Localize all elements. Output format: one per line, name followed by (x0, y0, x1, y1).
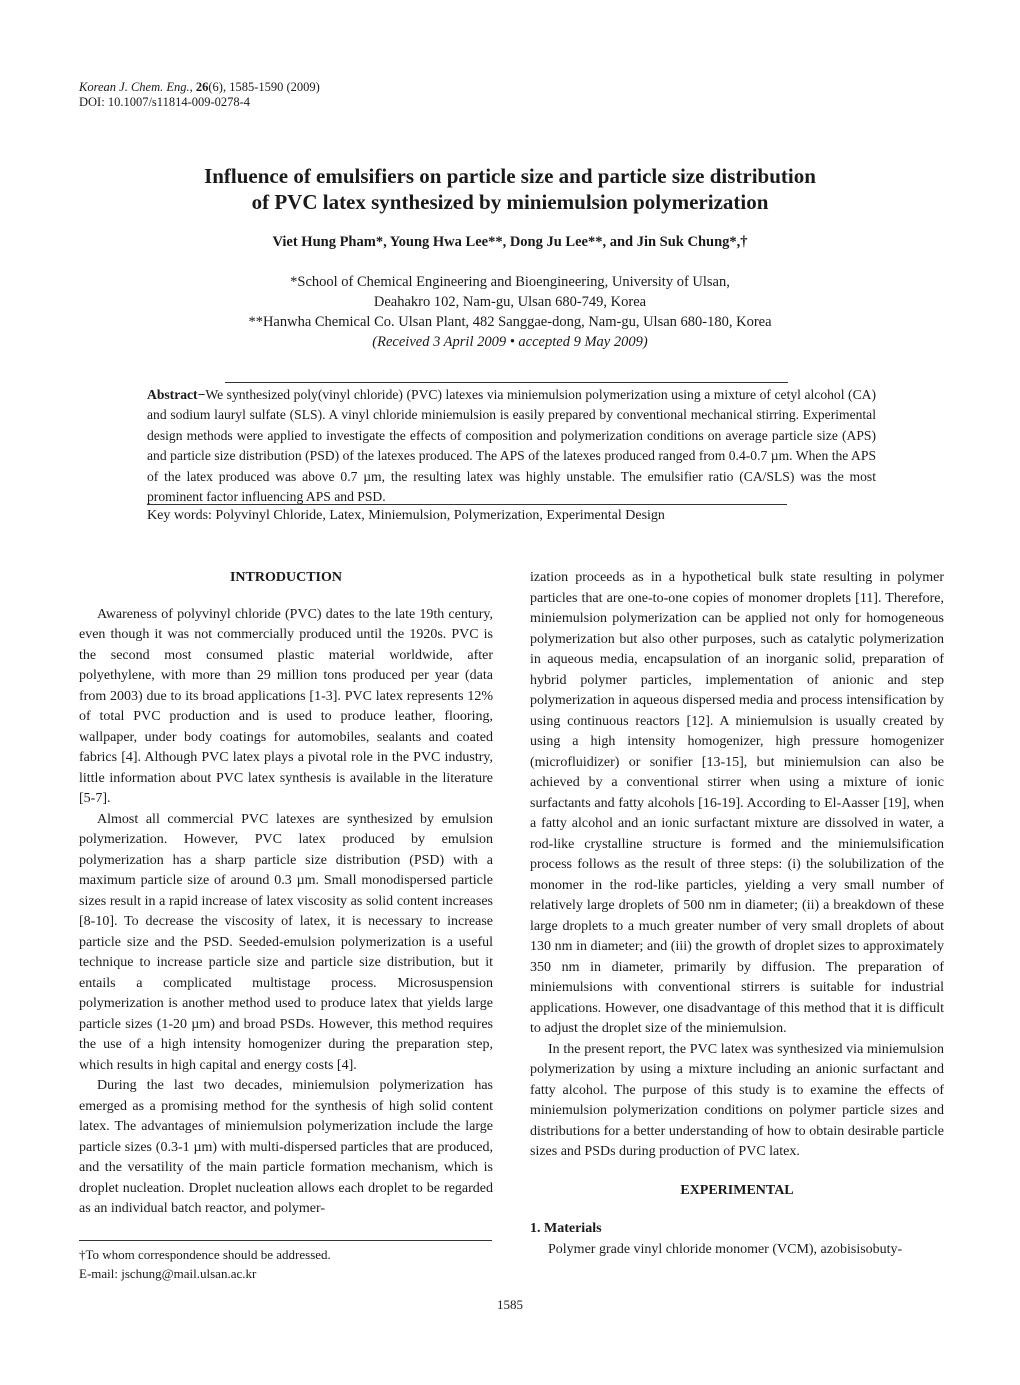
paper-title (90, 163, 930, 215)
intro-paragraph-4: In the present report, the PVC latex was synthesized via miniemulsion polymerization by using a mixture including an anionic surfactant and fatty alcohol. The purpose of this study is to examine the effects of miniemulsion polymerization conditions on polymer particle sizes and distributions for a better understanding of how to obtain desirable particle sizes and PSDs during production of PVC latex. (530, 1041, 944, 1159)
abstract-top-rule (225, 382, 788, 383)
affiliation-line-2: Deahakro 102, Nam-gu, Ulsan 680-749, Korea (373, 294, 647, 310)
journal-citation: Korean J. Chem. Eng., 26(6), 1585-1590 (2009) DOI: 10.1007/s11814-009-0278-4 (79, 80, 320, 109)
footnote-rule (79, 1240, 492, 1241)
intro-paragraph-3-continued: ization proceeds as in a hypothetical bulk state resulting in polymer particles that are one-to-one copies of monomer droplets [11]. Therefore, miniemulsion polymerization can be applied not only for homogeneous polymerization but also other purposes, such as catalytic polymerization in aqueous media, encapsulation of an inorganic solid, preparation of hybrid polymer particles, implementation of anionic and step polymerization in aqueous dispersed media and process intensification by using continuous reactors [12]. A miniemulsion is usually created by using a high intensity homogenizer, high pressure homogenizer (microfluidizer) or sonifier [13-15], but miniemulsion can also be achieved by a conventional stirrer when using a mixture of ionic surfactants and fatty alcohols [16-19]. According to El-Aasser [19], when a fatty alcohol and an ionic surfactant mixture are dissolved in water, a rod-like crystalline structure is formed and the miniemulsification process follows as the result of three steps: (i) the solubilization of the monomer in the rod-like particles, yielding a very small number of relatively large droplets of 500 nm in diameter; (ii) a breakdown of these large droplets to a much greater number of very small droplets of about 130 nm in diameter; and (iii) the growth of droplet sizes to approximately 350 nm in diameter, primarily by diffusion. The preparation of miniemulsions with conventional stirrers is suitable for industrial applications. However, one disadvantage of this method that it is difficult to adjust the droplet size of the miniemulsion. (530, 570, 944, 1036)
footnote (79, 1245, 331, 1283)
page-number: 1585 (497, 1297, 523, 1312)
keywords: Key words: Polyvinyl Chloride, Latex, Miniemulsion, Polymerization, Experimental Design (147, 508, 665, 523)
affiliation-line-1: *School of Chemical Engineering and Bioengineering, University of Ulsan, (290, 274, 730, 290)
title-line-2: of PVC latex synthesized by miniemulsion polymerization (251, 190, 769, 214)
footnote-correspondence: †To whom correspondence should be addressed. (79, 1247, 331, 1262)
author-list: Viet Hung Pham*, Young Hwa Lee**, Dong Ju Lee**, and Jin Suk Chung*,† (272, 234, 748, 250)
abstract-label: Abstract− (147, 387, 206, 402)
experimental-heading: EXPERIMENTAL (680, 1182, 794, 1198)
materials-paragraph: Polymer grade vinyl chloride monomer (VCM), azobisisobuty- (548, 1241, 903, 1257)
doi: DOI: 10.1007/s11814-009-0278-4 (79, 95, 251, 109)
intro-paragraph-3: During the last two decades, miniemulsion polymerization has emerged as a promising method for the synthesis of high solid content latex. The advantages of miniemulsion polymerization include the large particle sizes (0.3-1 µm) with multi-dispersed particles that are produced, and the versatility of the main particle formation mechanism, which is droplet nucleation. Droplet nucleation allows each droplet to be regarded as an individual batch reactor, and polymer- (79, 1078, 493, 1216)
received-dates: (Received 3 April 2009 • accepted 9 May 2009) (372, 334, 648, 350)
title-line-1: Influence of emulsifiers on particle size and particle size distribution (204, 164, 816, 188)
affiliation-line-3: **Hanwha Chemical Co. Ulsan Plant, 482 Sanggae-dong, Nam-gu, Ulsan 680-180, Korea (248, 314, 772, 330)
journal-name: Korean J. Chem. Eng. (79, 80, 190, 94)
left-column (79, 568, 493, 1220)
journal-volume: 26 (195, 80, 209, 94)
right-column (530, 568, 944, 1260)
footnote-email: E-mail: jschung@mail.ulsan.ac.kr (79, 1266, 257, 1281)
abstract-text: We synthesized poly(vinyl chloride) (PVC) latexes via miniemulsion polymerization using a mixture of cetyl alcohol (CA) and sodium lauryl sulfate (SLS). A vinyl chloride miniemulsion is easily prepared by conventional mechanical stirring. Experimental design methods were applied to investigate the effects of composition and polymerization conditions on average particle size (APS) and particle size distribution (PSD) of the latexes produced. The APS of the latexes produced ranged from 0.4-0.7 µm. When the APS of the latex produced was above 0.7 µm, the resulting latex was highly unstable. The emulsifier ratio (CA/SLS) was the most prominent factor influencing APS and PSD. (147, 387, 876, 505)
abstract (147, 385, 876, 507)
abstract-bottom-rule (147, 504, 787, 505)
materials-subheading: 1. Materials (530, 1221, 602, 1236)
intro-paragraph-2: Almost all commercial PVC latexes are synthesized by emulsion polymerization. However, PVC latex produced by emulsion polymerization has a sharp particle size distribution (PSD) with a maximum particle size of around 0.3 µm. Small monodispersed particle sizes result in a rapid increase of latex viscosity as solid content increases [8-10]. To decrease the viscosity of latex, it is necessary to increase particle size and the PSD. Seeded-emulsion polymerization is a useful technique to increase particle size and particle size distribution, but it entails a complicated multistage process. Microsuspension polymerization is another method used to produce latex that yields large particle sizes (1-20 µm) and broad PSDs. However, this method requires the use of a high intensity homogenizer during the preparation step, which results in high capital and energy costs [4]. (79, 811, 493, 1073)
journal-issue-pages: (6), 1585-1590 (2009) (208, 80, 320, 94)
affiliations (90, 272, 930, 352)
introduction-heading: INTRODUCTION (229, 570, 342, 585)
intro-paragraph-1: Awareness of polyvinyl chloride (PVC) dates to the late 19th century, even though it was not commercially produced until the 1920s. PVC is the second most consumed plastic material worldwide, after polyethylene, with more than 29 million tons produced per year (data from 2003) due to its broad applications [1-3]. PVC latex represents 12% of total PVC production and is used to produce leather, flooring, wallpaper, under body coatings for automobiles, sealants and coated fabrics [4]. Although PVC latex plays a pivotal role in the PVC industry, little information about PVC latex synthesis is available in the literature [5-7]. (79, 606, 493, 806)
